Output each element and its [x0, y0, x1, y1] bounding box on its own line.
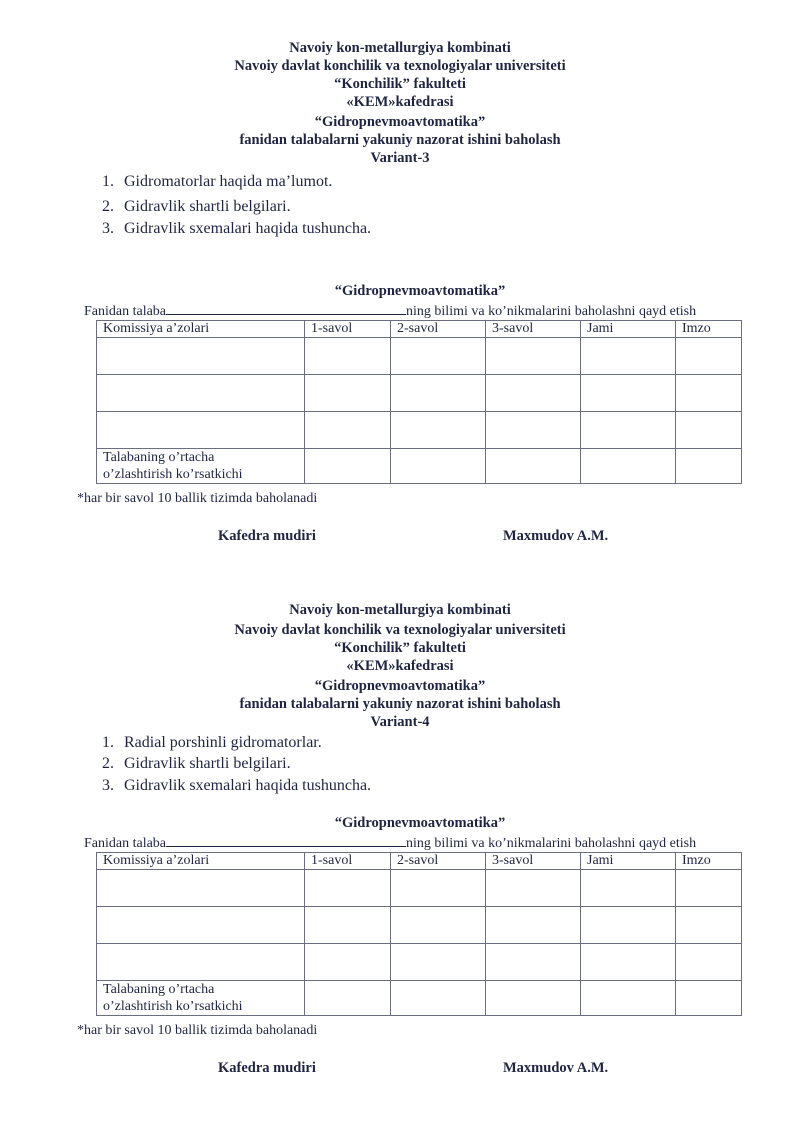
subject-title: “Gidropnevmoavtomatika”: [334, 283, 506, 299]
table-cell[interactable]: [581, 944, 676, 981]
table-cell[interactable]: [391, 944, 486, 981]
question-1: [102, 732, 322, 754]
question-number: 1.: [102, 734, 114, 751]
header-line-6: fanidan talabalarni yakuniy nazorat ishini baholash: [239, 696, 561, 712]
table-cell[interactable]: [676, 375, 742, 412]
table-cell[interactable]: [391, 870, 486, 907]
table-row: [97, 375, 742, 412]
table-cell[interactable]: [486, 412, 581, 449]
table-cell[interactable]: [486, 870, 581, 907]
variant-title: Variant-3: [370, 150, 430, 166]
table-cell[interactable]: [581, 412, 676, 449]
table-cell[interactable]: [97, 375, 305, 412]
column-header: 3-savol: [486, 853, 581, 870]
average-label-line: Talabaning o’rtacha: [103, 982, 215, 997]
intro-line: [84, 834, 696, 852]
question-text: Gidromatorlar haqida ma’lumot.: [124, 173, 333, 190]
grading-note: *har bir savol 10 ballik tizimda baholanadi: [77, 491, 318, 506]
signature-name: Maxmudov A.M.: [503, 528, 609, 544]
column-header: Jami: [581, 853, 676, 870]
grade-table: [96, 320, 742, 484]
question-3: [102, 775, 371, 797]
header-line-3: “Konchilik” fakulteti: [334, 76, 466, 92]
variant-title: Variant-4: [370, 714, 430, 730]
table-row: [97, 944, 742, 981]
table-cell[interactable]: [581, 907, 676, 944]
header-line-3: “Konchilik” fakulteti: [334, 640, 466, 656]
column-header: Imzo: [676, 853, 742, 870]
column-header: Imzo: [676, 321, 742, 338]
table-row: [97, 338, 742, 375]
header-line-5: “Gidropnevmoavtomatika”: [314, 678, 486, 694]
table-row: [97, 907, 742, 944]
table-cell[interactable]: [391, 375, 486, 412]
average-label: [97, 981, 305, 1016]
table-cell[interactable]: [305, 907, 391, 944]
table-cell[interactable]: [486, 944, 581, 981]
grading-note: *har bir savol 10 ballik tizimda baholanadi: [77, 1023, 318, 1038]
column-header: 2-savol: [391, 853, 486, 870]
table-row: [97, 870, 742, 907]
table-cell[interactable]: [305, 412, 391, 449]
column-header: 2-savol: [391, 321, 486, 338]
table-cell[interactable]: [97, 338, 305, 375]
subject-title: “Gidropnevmoavtomatika”: [334, 815, 506, 831]
average-label: [97, 449, 305, 484]
average-row: [97, 981, 742, 1016]
table-cell[interactable]: [676, 907, 742, 944]
question-text: Radial porshinli gidromatorlar.: [124, 734, 322, 751]
column-header: Komissiya a’zolari: [97, 853, 305, 870]
table-cell[interactable]: [676, 944, 742, 981]
table-cell[interactable]: [97, 944, 305, 981]
table-cell[interactable]: [305, 449, 391, 484]
intro-prefix: Fanidan talaba: [84, 836, 167, 851]
header-line-2: Navoiy davlat konchilik va texnologiyalar universiteti: [234, 622, 566, 638]
column-header: 1-savol: [305, 853, 391, 870]
table-cell[interactable]: [97, 907, 305, 944]
header-line-4: «KEM»kafedrasi: [346, 94, 454, 110]
question-number: 2.: [102, 755, 114, 772]
table-cell[interactable]: [581, 981, 676, 1016]
column-header: Komissiya a’zolari: [97, 321, 305, 338]
table-cell[interactable]: [97, 412, 305, 449]
table-cell[interactable]: [581, 449, 676, 484]
table-cell[interactable]: [676, 338, 742, 375]
table-cell[interactable]: [486, 449, 581, 484]
table-cell[interactable]: [305, 870, 391, 907]
intro-line: [84, 302, 696, 320]
question-2: [102, 753, 291, 775]
intro-suffix: ning bilimi va ko’nikmalarini baholashni qayd etish: [406, 836, 697, 851]
table-cell[interactable]: [486, 338, 581, 375]
question-text: Gidravlik sxemalari haqida tushuncha.: [124, 777, 372, 794]
table-cell[interactable]: [581, 338, 676, 375]
table-cell[interactable]: [486, 375, 581, 412]
question-number: 3.: [102, 220, 114, 237]
question-2: [102, 196, 291, 218]
intro-prefix: Fanidan talaba: [84, 304, 167, 319]
table-cell[interactable]: [391, 412, 486, 449]
student-name-blank: [166, 834, 406, 847]
table-cell[interactable]: [391, 907, 486, 944]
question-text: Gidravlik sxemalari haqida tushuncha.: [124, 220, 372, 237]
header-line-2: Navoiy davlat konchilik va texnologiyalar universiteti: [234, 58, 566, 74]
column-header: 3-savol: [486, 321, 581, 338]
table-cell[interactable]: [305, 944, 391, 981]
column-header: Jami: [581, 321, 676, 338]
average-row: [97, 449, 742, 484]
signature-name: Maxmudov A.M.: [503, 1060, 609, 1076]
table-cell[interactable]: [305, 375, 391, 412]
question-text: Gidravlik shartli belgilari.: [124, 755, 291, 772]
average-label-line: Talabaning o’rtacha: [103, 450, 215, 465]
question-number: 1.: [102, 173, 114, 190]
grade-table: [96, 852, 742, 1016]
intro-suffix: ning bilimi va ko’nikmalarini baholashni qayd etish: [406, 304, 697, 319]
table-cell[interactable]: [305, 981, 391, 1016]
header-line-1: Navoiy kon-metallurgiya kombinati: [289, 40, 511, 56]
student-name-blank: [166, 302, 406, 315]
table-cell[interactable]: [391, 449, 486, 484]
average-label-line: o’zlashtirish ko’rsatkichi: [103, 467, 243, 482]
table-cell[interactable]: [486, 907, 581, 944]
table-cell[interactable]: [581, 870, 676, 907]
table-header-row: [97, 321, 742, 338]
header-line-4: «KEM»kafedrasi: [346, 658, 454, 674]
header-line-6: fanidan talabalarni yakuniy nazorat ishini baholash: [239, 132, 561, 148]
question-1: [102, 171, 332, 193]
question-3: [102, 218, 371, 240]
table-cell[interactable]: [581, 375, 676, 412]
table-cell[interactable]: [391, 338, 486, 375]
question-text: Gidravlik shartli belgilari.: [124, 198, 291, 215]
table-row: [97, 412, 742, 449]
table-cell[interactable]: [391, 981, 486, 1016]
question-number: 3.: [102, 777, 114, 794]
table-cell[interactable]: [676, 870, 742, 907]
table-cell[interactable]: [486, 981, 581, 1016]
header-line-1: Navoiy kon-metallurgiya kombinati: [289, 602, 511, 618]
table-cell[interactable]: [97, 870, 305, 907]
table-cell[interactable]: [676, 981, 742, 1016]
average-label-line: o’zlashtirish ko’rsatkichi: [103, 999, 243, 1014]
table-cell[interactable]: [305, 338, 391, 375]
table-cell[interactable]: [676, 449, 742, 484]
column-header: 1-savol: [305, 321, 391, 338]
signature-role: Kafedra mudiri: [218, 1060, 316, 1076]
header-line-5: “Gidropnevmoavtomatika”: [314, 114, 486, 130]
table-cell[interactable]: [676, 412, 742, 449]
signature-role: Kafedra mudiri: [218, 528, 316, 544]
table-header-row: [97, 853, 742, 870]
question-number: 2.: [102, 198, 114, 215]
